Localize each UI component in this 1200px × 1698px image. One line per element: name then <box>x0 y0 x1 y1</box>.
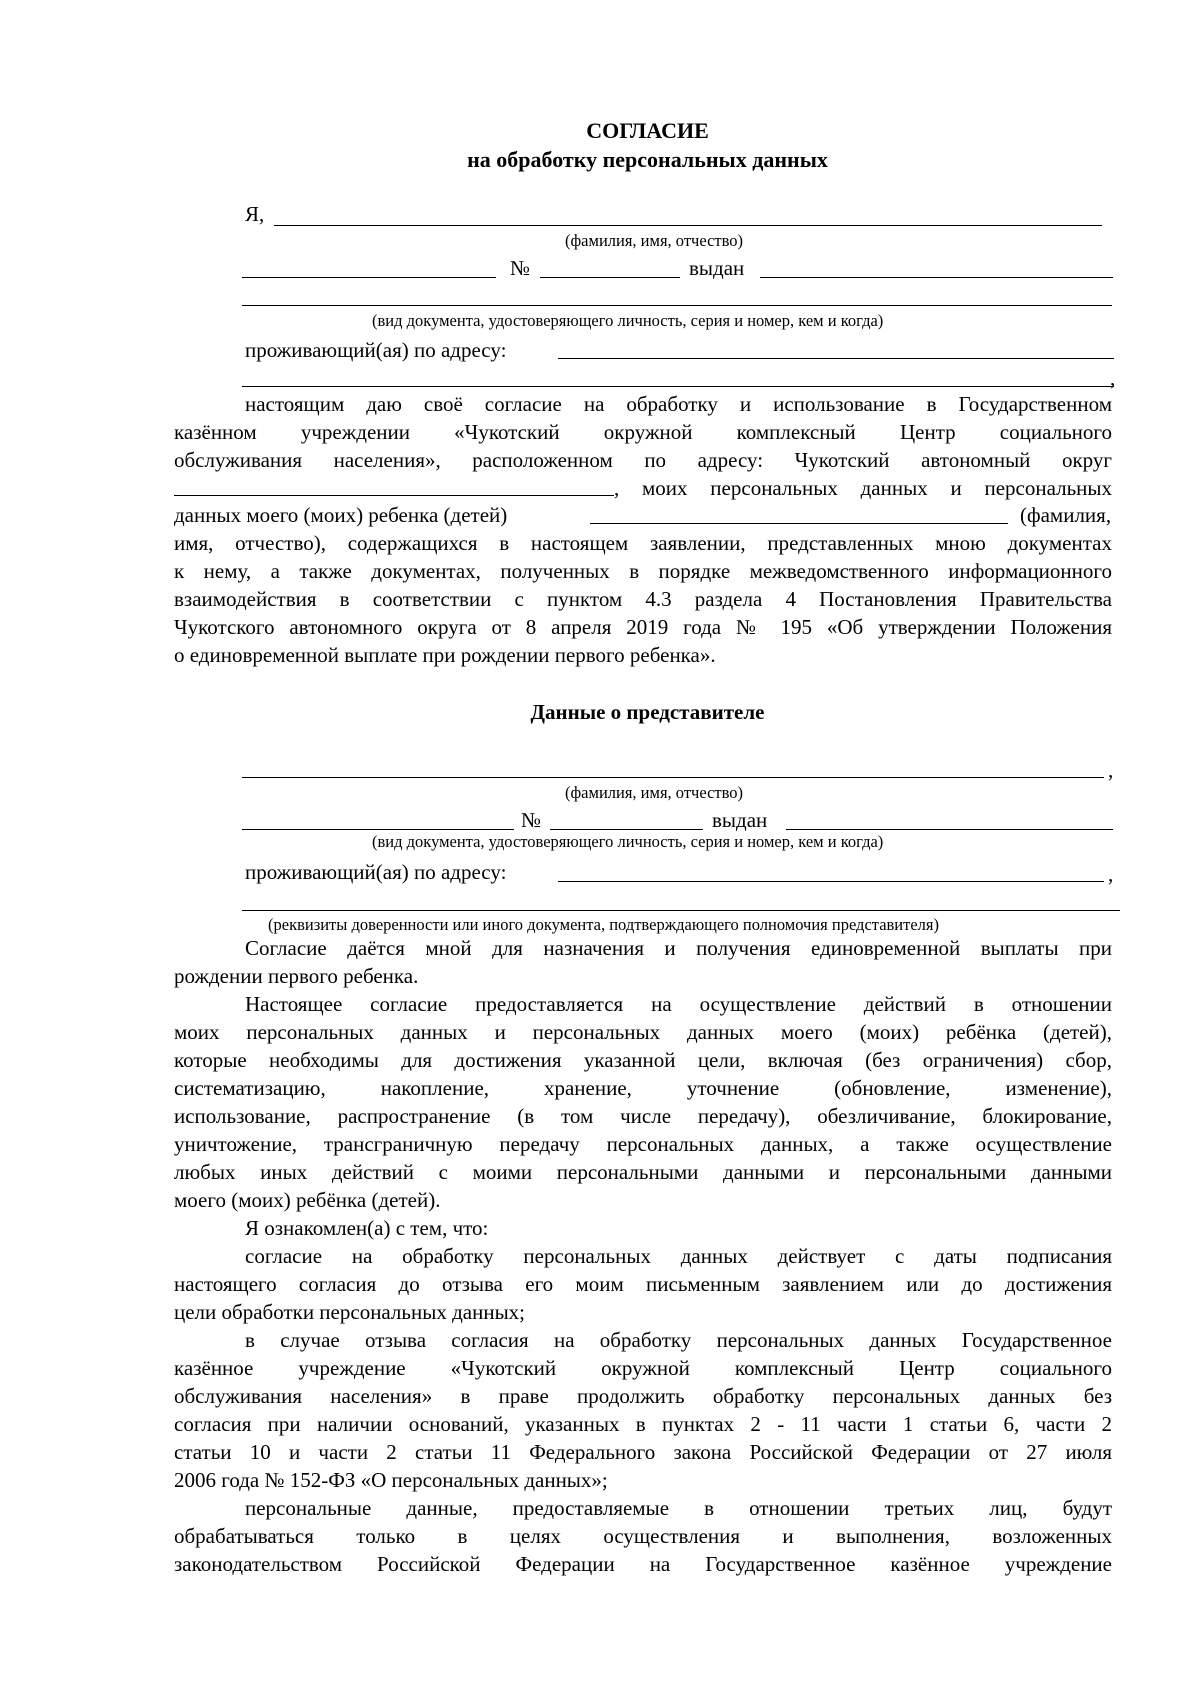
applicant-doc-caption: (вид документа, удостоверяющего личность, серия и номер, кем и когда) <box>372 311 884 330</box>
applicant-address-label: проживающий(ая) по адресу: <box>245 338 507 362</box>
body-p6-line-1: персональные данные, предоставляемые в отношении третьих лиц, будут <box>245 1496 1112 1520</box>
applicant-address-comma: , <box>1110 366 1116 390</box>
applicant-fio-caption: (фамилия, имя, отчество) <box>565 231 744 250</box>
representative-issued-label: выдан <box>712 808 768 832</box>
applicant-issued-label: выдан <box>689 256 745 280</box>
body-p2-line-5: использование, распространение (в том числе передачу), обезличивание, блокирование, <box>174 1104 1112 1128</box>
body-p1-line-2: рождении первого ребенка. <box>174 964 419 988</box>
body-p6-line-2: обрабатываться только в целях осуществления и выполнения, возложенных <box>174 1524 1112 1548</box>
representative-doc-caption: (вид документа, удостоверяющего личность, серия и номер, кем и когда) <box>372 832 884 851</box>
representative-fio-comma: , <box>1108 758 1114 782</box>
applicant-doc-type-field[interactable] <box>242 277 496 278</box>
body-p5-line-6: 2006 года № 152-ФЗ «О персональных данных»; <box>174 1468 608 1492</box>
consent-line-8: взаимодействия в соответствии с пунктом 4.3 раздела 4 Постановления Правительства <box>174 587 1112 611</box>
document-title: СОГЛАСИЕ <box>586 118 709 143</box>
body-p2-line-6: уничтожение, трансграничную передачу персональных данных, а также осуществление <box>174 1132 1112 1156</box>
consent-line-9: Чукотского автономного округа от 8 апреля 2019 года № 195 «Об утверждении Положения <box>174 615 1112 639</box>
body-p2-line-3: которые необходимы для достижения указанной цели, включая (без ограничения) сбор, <box>174 1048 1112 1072</box>
body-p1-line-1: Согласие даётся мной для назначения и получения единовременной выплаты при <box>245 936 1112 960</box>
body-p2-line-1: Настоящее согласие предоставляется на осуществление действий в отношении <box>245 992 1112 1016</box>
representative-address-label: проживающий(ая) по адресу: <box>245 860 507 884</box>
applicant-address-field-2[interactable] <box>242 386 1114 387</box>
representative-heading: Данные о представителе <box>530 700 765 724</box>
document-subtitle: на обработку персональных данных <box>467 147 828 172</box>
body-p4-line-2: настоящего согласия до отзыва его моим письменным заявлением или до достижения <box>174 1272 1112 1296</box>
body-p4-line-3: цели обработки персональных данных; <box>174 1300 526 1324</box>
body-p5-line-4: согласия при наличии оснований, указанных в пунктах 2 - 11 части 1 статьи 6, части 2 <box>174 1412 1112 1436</box>
body-p2-line-8: моего (моих) ребёнка (детей). <box>174 1188 441 1212</box>
consent-line-2: казённом учреждении «Чукотский окружной комплексный Центр социального <box>174 420 1112 444</box>
body-p5-line-3: обслуживания населения» в праве продолжить обработку персональных данных без <box>174 1384 1112 1408</box>
consent-line-4: , моих персональных данных и персональных <box>614 476 1112 500</box>
applicant-fio-field[interactable] <box>274 225 1102 226</box>
body-p3: Я ознакомлен(а) с тем, что: <box>245 1216 489 1240</box>
body-p5-line-2: казённое учреждение «Чукотский окружной комплексный Центр социального <box>174 1356 1112 1380</box>
applicant-address-field[interactable] <box>558 358 1114 359</box>
representative-address-comma: , <box>1108 862 1114 886</box>
consent-address-field[interactable] <box>174 495 614 496</box>
body-p4-line-1: согласие на обработку персональных данных действует с даты подписания <box>245 1244 1112 1268</box>
applicant-doc-details-field[interactable] <box>242 305 1112 306</box>
body-p2-line-4 <box>174 1074 1112 1102</box>
representative-proxy-caption: (реквизиты доверенности или иного документа, подтверждающего полномочия представителя) <box>268 915 939 934</box>
applicant-i-label: Я, <box>245 202 265 226</box>
consent-line-5-tail: (фамилия, <box>1020 503 1112 527</box>
representative-doc-type-field[interactable] <box>242 829 514 830</box>
body-p2-line-7: любых иных действий с моими персональными данными и персональными данными <box>174 1160 1112 1184</box>
body-p2-line-2: моих персональных данных и персональных данных моего (моих) ребёнка (детей), <box>174 1020 1112 1044</box>
applicant-number-label: № <box>510 256 531 280</box>
body-p5-line-1: в случае отзыва согласия на обработку персональных данных Государственное <box>245 1328 1112 1352</box>
consent-line-10: о единовременной выплате при рождении первого ребенка». <box>174 643 716 667</box>
consent-line-3: обслуживания населения», расположенном по адресу: Чукотский автономный округ <box>174 448 1112 472</box>
representative-doc-number-field[interactable] <box>550 829 703 830</box>
consent-line-6: имя, отчество), содержащихся в настоящем заявлении, представленных мною документах <box>174 531 1112 555</box>
representative-number-label: № <box>521 808 542 832</box>
consent-child-fio-field[interactable] <box>590 523 1008 524</box>
consent-line-7: к нему, а также документах, полученных в порядке межведомственного информационного <box>174 559 1112 583</box>
representative-fio-caption: (фамилия, имя, отчество) <box>565 783 744 802</box>
p2-line-4-text: систематизацию, накопление, хранение, уточнение (обновление, изменение), <box>174 1076 1112 1100</box>
body-p5-line-5: статьи 10 и части 2 статьи 11 Федерального закона Российской Федерации от 27 июля <box>174 1440 1112 1464</box>
applicant-doc-number-field[interactable] <box>540 277 680 278</box>
consent-line-1: настоящим даю своё согласие на обработку и использование в Государственном <box>245 392 1112 416</box>
applicant-issued-field[interactable] <box>760 277 1113 278</box>
representative-issued-field[interactable] <box>786 829 1113 830</box>
body-p6-line-3: законодательством Российской Федерации на Государственное казённое учреждение <box>174 1552 1112 1576</box>
representative-address-field[interactable] <box>558 881 1104 882</box>
representative-proxy-field[interactable] <box>242 910 1120 911</box>
representative-fio-field[interactable] <box>242 777 1104 778</box>
consent-line-5-head: данных моего (моих) ребенка (детей) <box>174 503 508 527</box>
